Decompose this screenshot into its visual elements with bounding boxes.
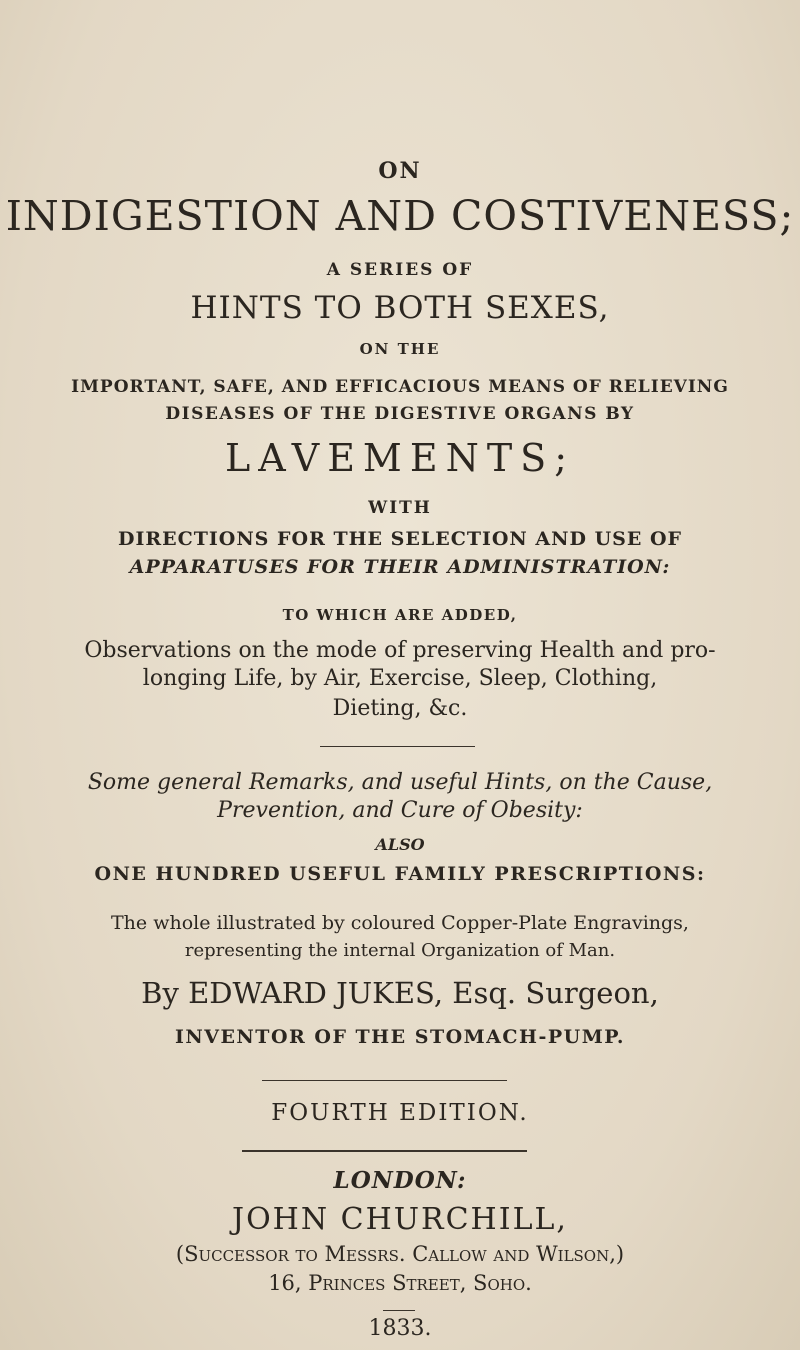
directions-line-2: APPARATUSES FOR THEIR ADMINISTRATION:: [129, 556, 671, 578]
successor-line: (Successor to Messrs. Callow and Wilson,): [175, 1242, 625, 1266]
with: WITH: [368, 498, 432, 518]
divider-rule-1: [320, 746, 475, 747]
divider-rule-2: [262, 1080, 507, 1081]
author-line: By EDWARD JUKES, Esq. Surgeon,: [141, 976, 659, 1010]
inventor-line: INVENTOR OF THE STOMACH-PUMP.: [174, 1026, 626, 1048]
directions-line-1: DIRECTIONS FOR THE SELECTION AND USE OF: [117, 528, 683, 550]
on-the: ON THE: [359, 340, 441, 358]
also: ALSO: [375, 835, 425, 854]
to-which-added: TO WHICH ARE ADDED,: [282, 606, 518, 624]
prescriptions-line: ONE HUNDRED USEFUL FAMILY PRESCRIPTIONS:: [94, 863, 706, 885]
observations-line-1: Observations on the mode of preserving Health and pro-: [84, 638, 716, 663]
remarks-line-2: Prevention, and Cure of Obesity:: [217, 798, 583, 823]
divider-rule-4: [383, 1310, 415, 1311]
publisher-line: JOHN CHURCHILL,: [232, 1202, 568, 1237]
series-of: A SERIES OF: [326, 260, 474, 280]
hints-title: HINTS TO BOTH SEXES,: [190, 290, 610, 326]
illustrated-line-1: The whole illustrated by coloured Copper-Plate Engravings,: [111, 912, 689, 934]
edition-line: FOURTH EDITION.: [271, 1100, 529, 1126]
illustrated-line-2: representing the internal Organization of Man.: [184, 940, 616, 961]
london-line: LONDON:: [333, 1167, 467, 1194]
observations-line-2: longing Life, by Air, Exercise, Sleep, Clothing,: [142, 666, 658, 691]
address-line: 16, Princes Street, Soho.: [268, 1271, 532, 1295]
observations-line-3: Dieting, &c.: [332, 696, 468, 721]
year-line: 1833.: [368, 1316, 432, 1341]
main-title: INDIGESTION AND COSTIVENESS;: [5, 192, 795, 240]
heading-on: ON: [378, 158, 422, 184]
divider-rule-3: [242, 1150, 527, 1152]
lavements-title: LAVEMENTS;: [224, 436, 576, 480]
important-line-1: IMPORTANT, SAFE, AND EFFICACIOUS MEANS OF RELIEVING: [71, 377, 729, 397]
important-line-2: DISEASES OF THE DIGESTIVE ORGANS BY: [165, 404, 635, 424]
remarks-line-1: Some general Remarks, and useful Hints, on the Cause,: [87, 770, 713, 795]
